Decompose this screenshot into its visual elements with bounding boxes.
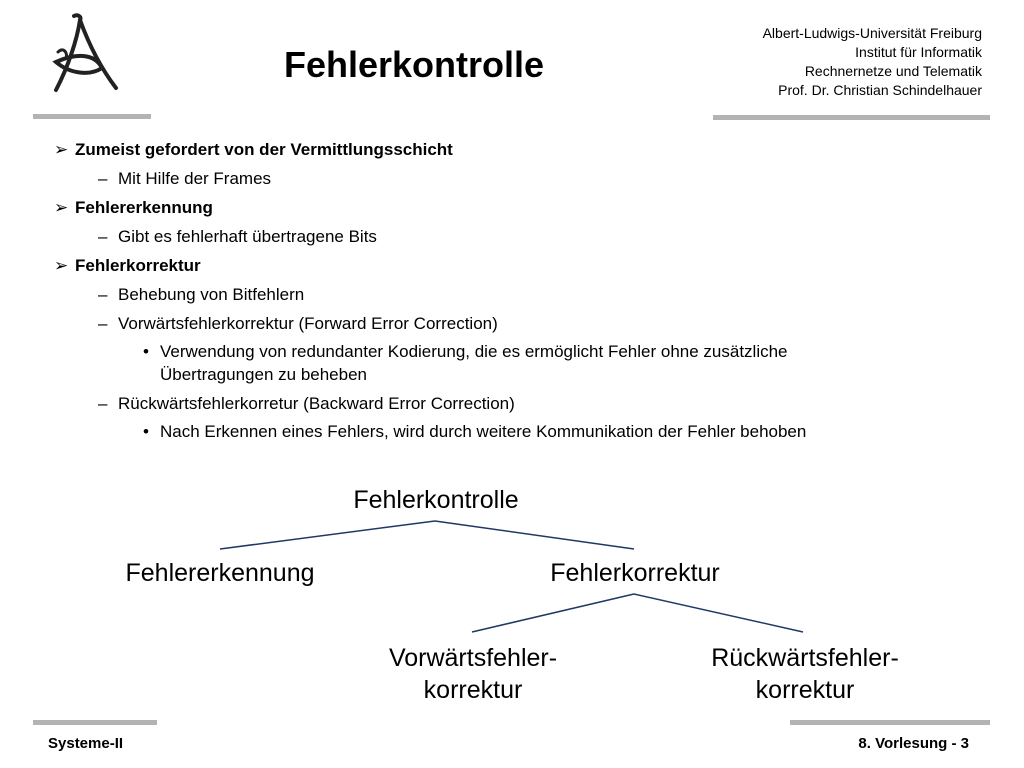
list-item xyxy=(54,312,954,335)
header-divider-left xyxy=(33,114,151,119)
diagram-node-backward xyxy=(690,642,920,706)
dot-bullet-icon: • xyxy=(143,422,149,441)
list-item-text: Fehlerkorrektur xyxy=(75,256,201,275)
dash-bullet-icon: – xyxy=(98,285,108,304)
arrow-bullet-icon: ➢ xyxy=(54,198,69,217)
arrow-bullet-icon: ➢ xyxy=(54,256,69,275)
list-item xyxy=(54,167,954,190)
connector-correction-backward xyxy=(634,594,803,632)
connector-correction-forward xyxy=(472,594,634,632)
footer-course-name: Systeme-II xyxy=(48,735,124,752)
university-logo-icon xyxy=(30,12,130,97)
list-item-text: Fehlererkennung xyxy=(75,198,213,217)
affiliation-university: Albert-Ludwigs-Universität Freiburg xyxy=(762,25,982,41)
list-item-text: Verwendung von redundanter Kodierung, die es ermöglicht Fehler ohne zusätzliche Übertragungen zu beheben xyxy=(160,342,788,384)
list-item xyxy=(54,138,954,161)
list-item xyxy=(54,225,954,248)
arrow-bullet-icon: ➢ xyxy=(54,140,69,159)
list-item xyxy=(54,340,848,386)
dash-bullet-icon: – xyxy=(98,314,108,333)
affiliation-institute: Institut für Informatik xyxy=(855,44,982,60)
diagram-node-forward-line2: korrektur xyxy=(423,676,523,704)
list-item xyxy=(54,283,954,306)
list-item xyxy=(54,392,954,415)
list-item xyxy=(54,420,848,443)
diagram-node-correction: Fehlerkorrektur xyxy=(550,559,720,587)
connector-root-correction xyxy=(435,521,634,549)
list-item-text: Nach Erkennen eines Fehlers, wird durch weitere Kommunikation der Fehler behoben xyxy=(160,422,807,441)
page-title: Fehlerkontrolle xyxy=(284,44,545,85)
list-item-text: Mit Hilfe der Frames xyxy=(118,169,272,188)
diagram-node-detection: Fehlererkennung xyxy=(125,559,315,587)
affiliation-professor: Prof. Dr. Christian Schindelhauer xyxy=(778,82,982,98)
header-divider-right xyxy=(713,115,990,120)
list-item-text: Behebung von Bitfehlern xyxy=(118,285,305,304)
affiliation-chair: Rechnernetze und Telematik xyxy=(804,63,982,79)
footer-page-number: 8. Vorlesung - 3 xyxy=(858,735,969,752)
diagram-node-forward-line1: Vorwärtsfehler- xyxy=(388,644,558,672)
dash-bullet-icon: – xyxy=(98,169,108,188)
diagram-node-root: Fehlerkontrolle xyxy=(353,486,519,514)
list-item-text: Zumeist gefordert von der Vermittlungsschicht xyxy=(75,140,453,159)
dot-bullet-icon: • xyxy=(143,342,149,361)
list-item xyxy=(54,196,954,219)
bullet-list xyxy=(54,138,954,443)
footer-divider-right xyxy=(790,720,990,725)
list-item-text: Vorwärtsfehlerkorrektur (Forward Error Correction) xyxy=(118,314,498,333)
dash-bullet-icon: – xyxy=(98,227,108,246)
connector-root-detection xyxy=(220,521,435,549)
affiliation-block xyxy=(763,24,982,100)
diagram-node-backward-line2: korrektur xyxy=(755,676,855,704)
footer-divider-left xyxy=(33,720,157,725)
list-item xyxy=(54,254,954,277)
dash-bullet-icon: – xyxy=(98,394,108,413)
list-item-text: Gibt es fehlerhaft übertragene Bits xyxy=(118,227,377,246)
diagram-node-forward xyxy=(362,642,584,706)
diagram-node-backward-line1: Rückwärtsfehler- xyxy=(711,644,899,672)
list-item-text: Rückwärtsfehlerkorretur (Backward Error Correction) xyxy=(118,394,515,413)
